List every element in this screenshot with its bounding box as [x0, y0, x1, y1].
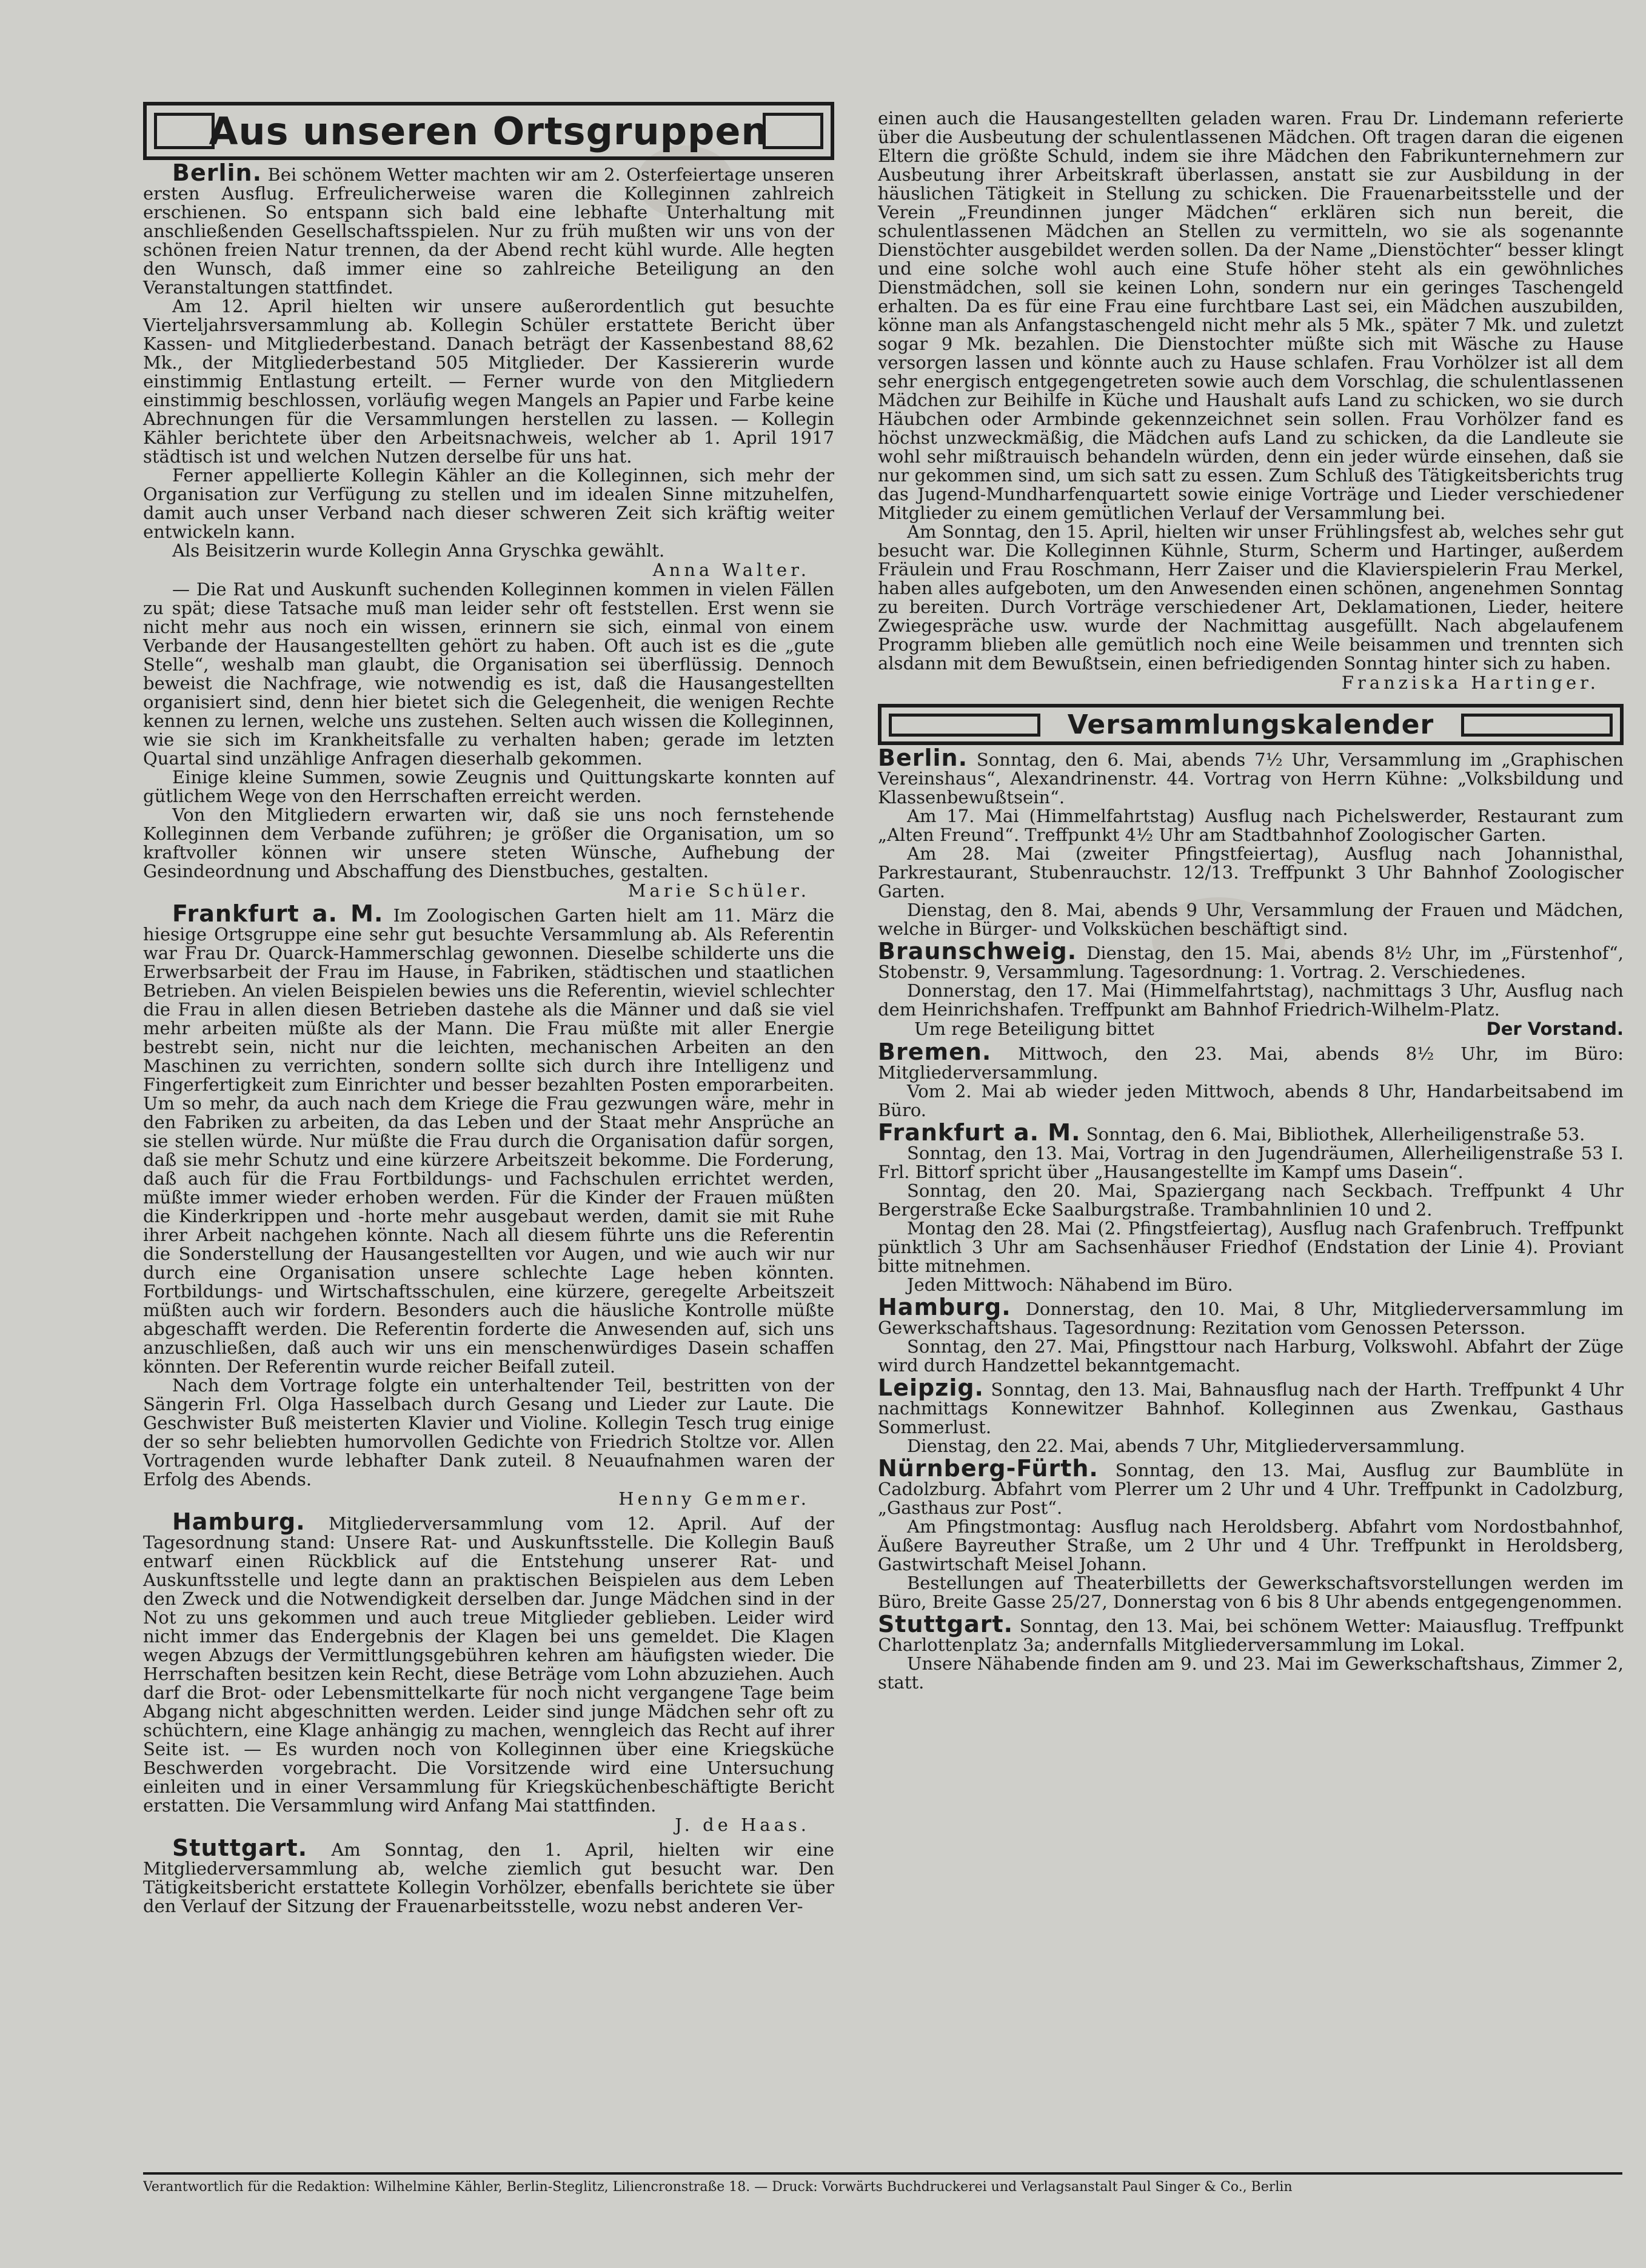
calendar-entry: Sonntag, den 13. Mai, Bahnausflug nach der Harth. Treffpunkt 4 Uhr nachmittags Konnewitzer Bahnhof. Kolleginnen aus Zwenkau, Gasthaus Sommerlust. — [878, 1379, 1624, 1437]
place-name: Nürnberg-Fürth. — [878, 1455, 1099, 1482]
paragraph: einen auch die Hausangestellten geladen waren. Frau Dr. Lindemann referierte über die Ausbeutung der schulentlassenen Mädchen. Oft tragen daran die eigenen Eltern die größte Schuld, indem sie ihre Mädchen den Fabrikunternehmern zur Ausbeutung ihrer Arbeitskraft überlassen, anstatt sie zur Ausbildung in der häuslichen Tätigkeit in Stellung zu schicken. Die Frauenarbeitsstelle und der Verein „Freundinnen junger Mädchen“ erklären sich nun bereit, die schulentlassenen Mädchen an Stellen zu vermitteln, wo sie als sogenannte Dienstöchter ausgebildet werden sollen. Da der Name „Dienstöchter“ besser klingt und eine solche wohl auch eine Stufe höher steht als ein gewöhnliches Dienstmädchen, soll sie keinen Lohn, sondern nur ein geringes Taschengeld erhalten. Da es für eine Frau eine furchtbare Last sei, ein Mädchen auszubilden, könne man als Anfangstaschengeld nicht mehr als 5 Mk., später 7 Mk. und zuletzt sogar 9 Mk. bezahlen. Die Dienstochter müßte sich mit Wäsche zu Hause versorgen lassen und könnte auch zu Hause schlafen. Frau Vorhölzer ist all dem sehr energisch entgegengetreten sowie auch dem Vorschlag, die schulentlassenen Mädchen zur Beihilfe in Küche und Haushalt aufs Land zu schicken, wo sie durch Häubchen oder Armbinde gekennzeichnet sein sollen. Frau Vorhölzer fand es höchst unzweckmäßig, die Mädchen aufs Land zu schicken, da die Landleute sie wohl sehr mißtrauisch behandeln würden, denn ein jeder würde einsehen, daß sie nur gekommen sind, um sich satt zu essen. Zum Schluß des Tätigkeitsberichts trug das Jugend-Mundharfenquartett sowie einige Vorträge und Lieder verschiedener Mitglieder zu einem gemütlichen Verlauf der Versammlung bei. — [878, 108, 1624, 523]
calendar-leipzig — [878, 1374, 1624, 1456]
calendar-entry: Jeden Mittwoch: Nähabend im Büro. — [907, 1274, 1233, 1295]
calendar-entry: Sonntag, den 20. Mai, Spaziergang nach Seckbach. Treffpunkt 4 Uhr Bergerstraße Ecke Saalburgstraße. Trambahnlinien 10 und 2. — [878, 1180, 1624, 1220]
paragraph: Nach dem Vortrage folgte ein unterhaltender Teil, bestritten von der Sängerin Frl. Olga Hasselbach durch Gesang und Lieder zur Laute. Die Geschwister Buß meisterten Klavier und Violine. Kollegin Tesch trug einige der so sehr beliebten humorvollen Gedichte von Friedrich Stoltze vor. Allen Vortragenden wurde lebhafter Dank zuteil. 8 Neuaufnahmen waren der Erfolg des Abends. — [143, 1375, 834, 1490]
place-name: Stuttgart. — [172, 1835, 308, 1861]
paragraph: Am 12. April hielten wir unsere außerordentlich gut besuchte Vierteljahrsversammlung ab. Kollegin Schüler erstattete Bericht über Kassen- und Mitgliederbestand. Danach beträgt der Kassenbestand 88,62 Mk., der Mitgliederbestand 505 Mitglieder. Der Kassiererin wurde einstimmig Entlastung erteilt. — Ferner wurde von den Mitgliedern einstimmig beschlossen, vorläufig wegen Mangels an Papier und Farbe keine Abrechnungen für die Versammlungen herstellen zu lassen. — Kollegin Kähler berichtete über den Arbeitsnachweis, welcher ab 1. April 1917 städtisch ist und welchen Nutzen derselbe für uns hat. — [143, 296, 834, 467]
calendar-entry: Dienstag, den 8. Mai, abends 9 Uhr, Versammlung der Frauen und Mädchen, welche in Bürger- und Volksküchen beschäftigt sind. — [878, 900, 1624, 939]
calendar-entry: Am Pfingstmontag: Ausflug nach Heroldsberg. Abfahrt vom Nordostbahnhof, Äußere Bayreuther Straße, um 2 Uhr und 4 Uhr. Treffpunkt in Heroldsberg, Gastwirtschaft Meisel Johann. — [878, 1516, 1624, 1574]
calendar-entry: Sonntag, den 27. Mai, Pfingsttour nach Harburg, Volkswohl. Abfahrt der Züge wird durch Handzettel bekanntgemacht. — [878, 1336, 1624, 1376]
paragraph: — Die Rat und Auskunft suchenden Kolleginnen kommen in vielen Fällen zu spät; diese Tatsache muß man leider sehr oft feststellen. Erst wenn sie nicht mehr aus noch ein wissen, erinnern sie sich, einmal von einem Verbande der Hausangestellten gehört zu haben. Oft auch ist es die „gute Stelle“, weshalb man glaubt, die Organisation sei überflüssig. Dennoch beweist die Nachfrage, wie notwendig es ist, daß die Hausangestellten organisiert sind, denn hier bietet sich die Gelegenheit, die wenigen Rechte kennen zu lernen, welche uns zustehen. Selten auch wissen die Kolleginnen, wie sie sich im Krankheitsfalle zu verhalten haben; gerade im letzten Quartal sind unzählige Anfragen dieserhalb gekommen. — [143, 579, 834, 769]
calendar-berlin — [878, 744, 1624, 939]
calendar-bremen — [878, 1039, 1624, 1120]
paragraph: Mitgliederversammlung vom 12. April. Auf der Tagesordnung stand: Unsere Rat- und Auskunftsstelle. Die Kollegin Bauß entwarf einen Rückblick auf die Entstehung unserer Rat- und Auskunftsstelle und legte dann an praktischen Beispielen aus dem Leben den Zweck und die Notwendigkeit derselben dar. Junge Mädchen sind in der Not zu uns gekommen und auch treue Mitglieder geblieben. Leider wird nicht immer das Endergebnis der Klagen bei uns gemeldet. Die Klagen wegen Abzugs der Vermittlungsgebühren kehren am häufigsten wieder. Die Herrschaften besitzen kein Recht, diese Beträge vom Lohn abzuziehen. Auch darf die Brot- oder Lebensmittelkarte für noch nicht vergangene Tage beim Abgang nicht abgeschnitten werden. Leider sind junge Mädchen sehr oft zu schüchtern, eine Klage anhängig zu machen, wenngleich das Recht auf ihrer Seite ist. — Es wurden noch von Kolleginnen über eine Kriegsküche Beschwerden vorgebracht. Die Vorsitzende wird eine Untersuchung einleiten und in einer Versammlung für Kriegsküchenbeschäftigte Bericht erstatten. Die Versammlung wird Anfang Mai stattfinden. — [143, 1513, 834, 1816]
calendar-entry: Unsere Nähabende finden am 9. und 23. Mai im Gewerkschaftshaus, Zimmer 2, statt. — [878, 1653, 1624, 1693]
report-hamburg — [143, 1508, 834, 1835]
heading-ornament-right — [1461, 714, 1613, 737]
section-heading-ortsgruppen — [143, 102, 834, 160]
place-name: Frankfurt a. M. — [172, 900, 384, 927]
calendar-entry: Sonntag, den 13. Mai, Vortrag in den Jugendräumen, Allerheiligenstraße 53 I. Frl. Bittorf spricht über „Hausangestellte im Kampf ums Dasein“. — [878, 1143, 1624, 1182]
calendar-entry: Mittwoch, den 23. Mai, abends 8½ Uhr, im Büro: Mitgliederversammlung. — [878, 1043, 1624, 1083]
place-name: Bremen. — [878, 1039, 992, 1065]
place-name: Berlin. — [878, 744, 968, 771]
place-name: Hamburg. — [172, 1508, 306, 1535]
place-name: Hamburg. — [878, 1294, 1011, 1320]
paragraph: Bei schönem Wetter machten wir am 2. Osterfeiertage unseren ersten Ausflug. Erfreulicherweise waren die Kolleginnen zahlreich erschienen. So entspann sich bald eine lebhafte Unterhaltung mit anschließenden Gesellschaftsspielen. Nur zu früh mußten wir uns von der schönen freien Natur trennen, da der Abend recht kühl wurde. Alle hegten den Wunsch, daß immer eine so zahlreiche Beteiligung an den Veranstaltungen stattfindet. — [143, 164, 834, 298]
imprint-footer: Verantwortlich für die Redaktion: Wilhelmine Kähler, Berlin-Steglitz, Liliencronstraße 18. — Druck: Vorwärts Buchdruckerei und Verlagsanstalt Paul Singer & Co., Berlin — [143, 2172, 1622, 2195]
calendar-entry: Sonntag, den 6. Mai, abends 7½ Uhr, Versammlung im „Graphischen Vereinshaus“, Alexandrinenstr. 44. Vortrag von Herrn Kühne: „Volksbildung und Klassenbewußtsein“. — [878, 749, 1624, 808]
paragraph: Einige kleine Summen, sowie Zeugnis und Quittungskarte konnten auf gütlichem Wege von den Herrschaften erreicht werden. — [143, 767, 834, 806]
calendar-entry: Sonntag, den 6. Mai, Bibliothek, Allerheiligenstraße 53. — [1086, 1124, 1585, 1145]
right-column — [878, 109, 1624, 1692]
closing-text: Um rege Beteiligung bittet — [914, 1019, 1154, 1039]
paragraph: Von den Mitgliedern erwarten wir, daß sie uns noch fernstehende Kolleginnen dem Verbande zuführen; je größer die Organisation, um so kraftvoller können wir unsere steten Wünsche, Aufhebung der Gesindeordnung und Abschaffung des Dienstbuches, gestalten. — [143, 805, 834, 881]
calendar-entry: Dienstag, den 15. Mai, abends 8½ Uhr, im „Fürstenhof“, Stobenstr. 9, Versammlung. Tagesordnung: 1. Vortrag. 2. Verschiedenes. — [878, 943, 1624, 982]
paragraph: Ferner appellierte Kollegin Kähler an die Kolleginnen, sich mehr der Organisation zur Verfügung zu stellen und im idealen Sinne mitzuhelfen, damit auch unser Verband nach dieser schweren Zeit sich kräftig weiter entwickeln kann. — [143, 465, 834, 542]
calendar-entry: Bestellungen auf Theaterbilletts der Gewerkschaftsvorstellungen werden im Büro, Breite Gasse 25/27, Donnerstag von 6 bis 8 Uhr abends entgegengenommen. — [878, 1573, 1624, 1612]
calendar-entry: Sonntag, den 13. Mai, Ausflug zur Baumblüte in Cadolzburg. Abfahrt vom Plerrer um 2 Uhr und 4 Uhr. Treffpunkt in Cadolzburg, „Gasthaus zur Post“. — [878, 1460, 1624, 1518]
section-title: Aus unseren Ortsgruppen — [209, 109, 769, 153]
calendar-nuernberg-fuerth — [878, 1455, 1624, 1612]
calendar-stuttgart — [878, 1611, 1624, 1693]
section-heading-kalender — [878, 704, 1624, 745]
report-frankfurt — [143, 900, 835, 1509]
author-signature: Franziska Hartinger. — [1341, 672, 1599, 693]
heading-ornament-left — [889, 714, 1040, 737]
calendar-entry: Donnerstag, den 17. Mai (Himmelfahrtstag), nachmittags 3 Uhr, Ausflug nach dem Heinrichshafen. Treffpunkt am Bahnhof Friedrich-Wilhelm-Platz. — [878, 980, 1624, 1020]
calendar-entry: Sonntag, den 13. Mai, bei schönem Wetter: Maiausflug. Treffpunkt Charlottenplatz 3a; andernfalls Mitgliederversammlung im Lokal. — [878, 1616, 1624, 1655]
heading-ornament-left — [154, 113, 215, 149]
calendar-frankfurt — [878, 1119, 1624, 1295]
paragraph: Am Sonntag, den 1. April, hielten wir eine Mitgliederversammlung ab, welche ziemlich gut besucht war. Den Tätigkeitsbericht erstattete Kollegin Vorhölzer, ebenfalls berichtete sie über den Verlauf der Sitzung der Frauenarbeitsstelle, wozu nebst anderen Ver- — [143, 1839, 834, 1916]
place-name: Stuttgart. — [878, 1611, 1014, 1637]
section-title: Versammlungskalender — [1067, 709, 1434, 740]
board-signature: Der Vorstand. — [1486, 1019, 1624, 1039]
place-name: Braunschweig. — [878, 938, 1077, 965]
author-signature: Anna Walter. — [652, 560, 810, 580]
calendar-entry: Am 28. Mai (zweiter Pfingstfeiertag), Ausflug nach Johannisthal, Parkrestaurant, Stubenrauchstr. 12/13. Treffpunkt 3 Uhr Bahnhof Zoologischer Garten. — [878, 843, 1624, 902]
report-stuttgart — [143, 1835, 834, 1916]
calendar-hamburg — [878, 1294, 1624, 1376]
author-signature: Henny Gemmer. — [618, 1488, 810, 1509]
paragraph: Am Sonntag, den 15. April, hielten wir unser Frühlingsfest ab, welches sehr gut besucht war. Die Kolleginnen Kühnle, Sturm, Scherm und Hartinger, außerdem Fräulein und Frau Roschmann, Herr Zaiser und die Klavierspielerin Frau Merkel, haben alles aufgeboten, um den Anwesenden einen schönen, angenehmen Sonntag zu bereiten. Durch Vorträge verschiedener Art, Deklamationen, Lieder, heitere Zwiegespräche usw. wurde der Nachmittag ausgefüllt. Nach abgelaufenem Programm blieben alle gemütlich noch eine Weile beisammen und trennten sich alsdann mit dem Bewußtsein, einen befriedigenden Sonntag hinter sich zu haben. — [878, 521, 1624, 674]
calendar-entry: Montag den 28. Mai (2. Pfingstfeiertag), Ausflug nach Grafenbruch. Treffpunkt pünktlich 3 Uhr am Sachsenhäuser Friedhof (Endstation der Linie 4). Proviant bitte mitnehmen. — [878, 1218, 1624, 1276]
heading-ornament-right — [763, 113, 823, 149]
left-column — [143, 102, 834, 1916]
author-signature: J. de Haas. — [675, 1815, 810, 1835]
place-name: Leipzig. — [878, 1374, 984, 1401]
author-signature: Marie Schüler. — [627, 880, 810, 901]
closing-line — [878, 1019, 1624, 1039]
report-berlin — [143, 159, 834, 901]
paragraph: Als Beisitzerin wurde Kollegin Anna Gryschka gewählt. — [172, 540, 665, 561]
calendar-entry: Donnerstag, den 10. Mai, 8 Uhr, Mitgliederversammlung im Gewerkschaftshaus. Tagesordnung: Rezitation vom Genossen Petersson. — [878, 1299, 1624, 1338]
calendar-braunschweig — [878, 938, 1624, 1039]
place-name: Frankfurt a. M. — [878, 1119, 1081, 1146]
calendar-entry: Vom 2. Mai ab wieder jeden Mittwoch, abends 8 Uhr, Handarbeitsabend im Büro. — [878, 1081, 1624, 1120]
calendar-entry: Dienstag, den 22. Mai, abends 7 Uhr, Mitgliederversammlung. — [907, 1436, 1465, 1456]
paragraph: Im Zoologischen Garten hielt am 11. März die hiesige Ortsgruppe eine sehr gut besuchte Versammlung ab. Als Referentin war Frau Dr. Quarck-Hammerschlag gewonnen. Dieselbe schilderte uns die Erwerbsarbeit der Frau im Hause, in Fabriken, städtischen und staatlichen Betrieben. An vielen Beispielen bewies uns die Referentin, wieviel schlechter die Frau in allen diesen Betrieben dastehe als die Männer und daß sie viel mehr arbeiten müßte als der Mann. Die Frau müßte mit aller Energie bestrebt sein, nicht nur die leichten, mechanischen Arbeiten an den Maschinen zu verrichten, sondern sollte sich durch ihre Intelligenz und Fingerfertigkeit zum Einrichter und besser bezahlten Posten emporarbeiten. Um so mehr, da auch nach dem Kriege die Frau gezwungen wäre, mehr in den Fabriken zu arbeiten, da das Leben und der Staat mehr Ansprüche an sie stellen würde. Nur müßte die Frau durch die Organisation dafür sorgen, daß sie mehr Schutz und eine kürzere Arbeitszeit bekomme. Die Forderung, daß auch für die Frau Fortbildungs- und Fachschulen errichtet werden, müßte immer wieder erhoben werden. Für die Kinder der Frauen müßten die Kinderkrippen und -horte mehr ausgebaut werden, damit sie mit Ruhe ihrer Arbeit nachgehen könnte. Nach all diesem führte uns die Referentin die Sonderstellung der Hausangestellten vor Augen, und wie auch wir nur durch eine Organisation unsere schlechte Lage heben könnten. Fortbildungs- und Wirtschaftsschulen, eine kürzere, geregelte Arbeitszeit müßten auch wir fordern. Besonders auch die häusliche Kontrolle müßte abgeschafft werden. Die Referentin forderte die Anwesenden auf, sich uns anzuschließen, daß auch wir uns ein menschenwürdiges Dasein schaffen könnten. Der Referentin wurde reicher Beifall zuteil. — [143, 905, 835, 1377]
place-name: Berlin. — [172, 159, 263, 186]
calendar-entry: Am 17. Mai (Himmelfahrtstag) Ausflug nach Pichelswerder, Restaurant zum „Alten Freund“. Treffpunkt 4½ Uhr am Stadtbahnhof Zoologischer Garten. — [878, 806, 1624, 845]
